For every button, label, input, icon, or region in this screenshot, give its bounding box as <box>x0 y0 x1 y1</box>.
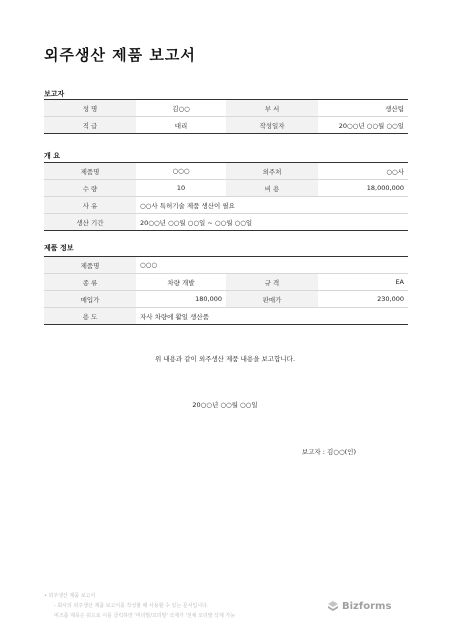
cell-value: 생산팀 <box>318 100 408 117</box>
reporter-signature: 보고자 : 김○○(인) <box>301 448 356 456</box>
section-overview-label: 개 요 <box>44 152 60 160</box>
cell-label: 작성일자 <box>226 117 318 134</box>
section-product-label: 제품 정보 <box>44 244 74 252</box>
cell-value: 20○○년 ○○월 ○○일 ~ ○○월 ○○일 <box>136 214 408 231</box>
cell-value: ○○사 <box>318 163 408 180</box>
table-row <box>44 214 408 231</box>
cell-label: 종 류 <box>44 274 136 291</box>
table-row <box>44 291 408 308</box>
cell-label: 매입가 <box>44 291 136 308</box>
product-table <box>44 256 408 325</box>
table-row <box>44 163 408 180</box>
cell-value: 김○○ <box>136 100 226 117</box>
cell-label: 규 격 <box>226 274 318 291</box>
brand-name: Bizforms <box>342 600 392 612</box>
cell-value: 대리 <box>136 117 226 134</box>
cell-value: EA <box>318 274 408 291</box>
reporter-table <box>44 99 408 134</box>
cell-value: 차량 개발 <box>136 274 226 291</box>
cell-value: 10 <box>136 180 226 197</box>
page-title: 외주생산 제품 보고서 <box>44 46 196 64</box>
cell-value: 자사 차량에 활일 생산품 <box>136 308 408 325</box>
cell-value: 180,000 <box>136 291 226 308</box>
cell-label: 성 명 <box>44 100 136 117</box>
table-row <box>44 308 408 325</box>
table-row <box>44 274 408 291</box>
table-row <box>44 197 408 214</box>
section-reporter-label: 보고자 <box>44 90 65 98</box>
cell-label: 부 서 <box>226 100 318 117</box>
cell-value: ○○○ <box>136 257 408 274</box>
cell-label: 제품명 <box>44 163 136 180</box>
cell-label: 제품명 <box>44 257 136 274</box>
cell-label: 직 급 <box>44 117 136 134</box>
footer-note-title: • 외주생산 제품 보고서 <box>44 593 96 599</box>
cell-label: 용 도 <box>44 308 136 325</box>
cell-label: 생산 기간 <box>44 214 136 231</box>
bizforms-logo <box>327 600 391 612</box>
footer-note-line: 비즈폼 제목은 워드로 이를 클릭하면 '머리말/꼬리말' 삭제가 '전체 꼬리말 삭제 가능 <box>54 613 236 619</box>
cell-label: 외주처 <box>226 163 318 180</box>
report-statement: 위 내용과 같이 외주생산 제품 내용을 보고합니다. <box>154 355 296 363</box>
table-row <box>44 100 408 117</box>
cell-label: 사 유 <box>44 197 136 214</box>
cell-label: 수 량 <box>44 180 136 197</box>
cell-value: ○○○ <box>136 163 226 180</box>
cell-value: 20○○년 ○○월 ○○일 <box>318 117 408 134</box>
cell-label: 판매가 <box>226 291 318 308</box>
table-row <box>44 180 408 197</box>
table-row <box>44 257 408 274</box>
cell-label: 비 용 <box>226 180 318 197</box>
report-date: 20○○년 ○○월 ○○일 <box>192 401 258 409</box>
footer-notes <box>44 591 235 621</box>
table-row <box>44 117 408 134</box>
footer-note-line: - 회사의 외주생산 제품 보고서를 작성할 때 사용할 수 있는 문서입니다. <box>54 603 209 609</box>
cell-value: 230,000 <box>318 291 408 308</box>
overview-table <box>44 162 408 231</box>
cell-value: 18,000,000 <box>318 180 408 197</box>
cell-value: ○○사 특허기술 제품 생산이 필요 <box>136 197 408 214</box>
bizforms-logo-icon <box>327 600 339 612</box>
